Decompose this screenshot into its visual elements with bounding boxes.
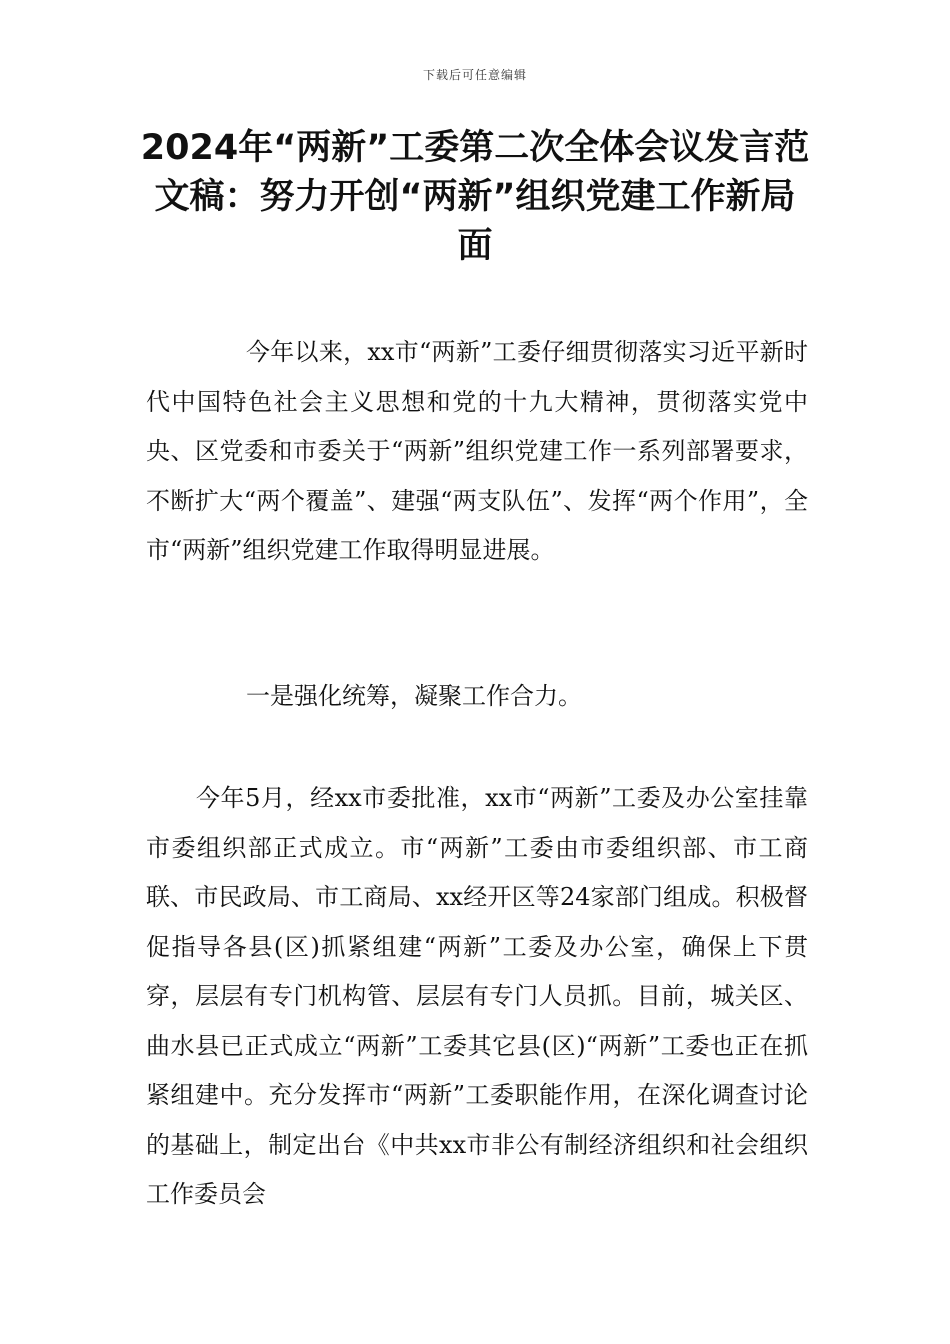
paragraph-section-heading: 一是强化统筹，凝聚工作合力。 (246, 682, 582, 710)
paragraph-intro: 今年以来，xx市“两新”工委仔细贯彻落实习近平新时代中国特色社会主义思想和党的十九大精神，贯彻落实党中央、区党委和市委关于“两新”组织党建工作一系列部署要求，不断扩大“两个覆盖”、建强“两支队伍”、发挥“两个作用”，全市“两新”组织党建工作取得明显进展。 (146, 338, 808, 564)
paragraph-detail: 今年5月，经xx市委批准，xx市“两新”工委及办公室挂靠市委组织部正式成立。市“两新”工委由市委组织部、市工商联、市民政局、市工商局、xx经开区等24家部门组成。积极督促指导各县(区)抓紧组建“两新”工委及办公室，确保上下贯穿，层层有专门机构管、层层有专门人员抓。目前，城关区、曲水县已正式成立“两新”工委其它县(区)“两新”工委也正在抓紧组建中。充分发挥市“两新”工委职能作用，在深化调查讨论的基础上，制定出台《中共xx市非公有制经济组织和社会组织工作委员会 (146, 784, 808, 1208)
header-note: 下载后可任意编辑 (422, 68, 527, 82)
document-title: 2024年“两新”工委第二次全体会议发言范文稿：努力开创“两新”组织党建工作新局面 (140, 128, 810, 266)
